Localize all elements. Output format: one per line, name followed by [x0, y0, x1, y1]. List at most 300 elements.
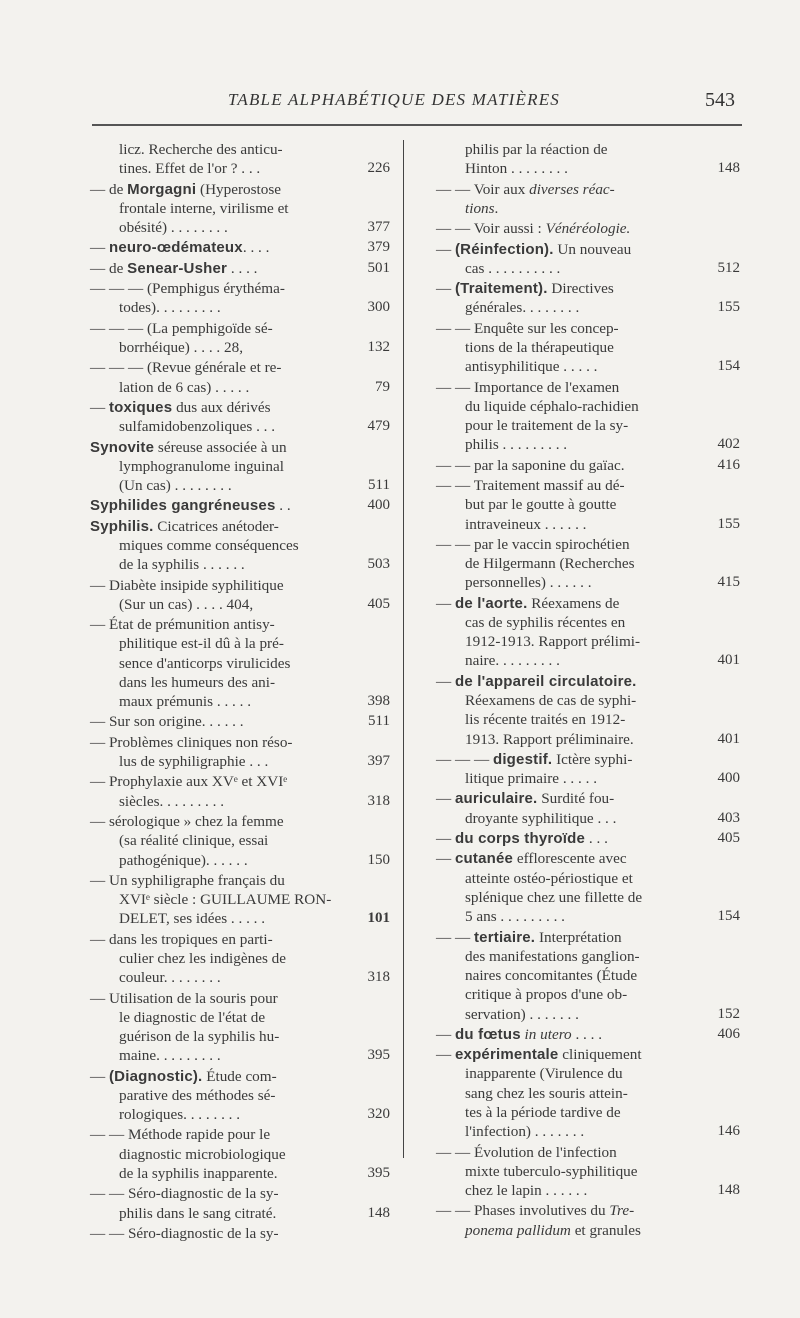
index-line-text: — — par la saponine du gaïac.	[436, 456, 625, 474]
index-line	[90, 1105, 390, 1124]
index-line-text: mixte tuberculo-syphilitique	[465, 1162, 638, 1180]
index-entry	[90, 140, 390, 179]
index-line	[436, 789, 740, 808]
index-entry	[90, 772, 390, 811]
index-line-text: philis . . . . . . . . .	[465, 436, 568, 454]
index-line-text: philis dans le sang citraté.	[119, 1204, 277, 1222]
index-line-text: critique à propos d'une ob-	[465, 986, 628, 1004]
index-line	[90, 159, 390, 178]
index-line-text: servation) . . . . . . .	[465, 1005, 579, 1023]
index-line	[436, 1005, 740, 1024]
index-line	[436, 240, 740, 259]
index-line	[436, 651, 740, 670]
index-line-text: — expérimentale cliniquement	[436, 1046, 642, 1064]
index-line	[90, 398, 390, 417]
index-line-text: — — Importance de l'examen	[436, 378, 620, 396]
index-line-text: — (Réinfection). Un nouveau	[436, 240, 632, 258]
index-line	[90, 595, 390, 614]
index-entry	[90, 1184, 390, 1223]
index-entry	[90, 358, 390, 397]
index-line	[436, 319, 740, 338]
index-line-text: — toxiques dus aux dérivés	[90, 398, 271, 416]
index-line	[90, 438, 390, 457]
index-entry	[436, 672, 740, 749]
index-line	[90, 733, 390, 752]
index-entry	[436, 849, 740, 926]
index-line-text: naire. . . . . . . . .	[465, 652, 560, 670]
index-line	[436, 966, 740, 985]
index-line-text: licz. Recherche des anticu-	[119, 141, 283, 158]
index-line	[436, 1045, 740, 1064]
index-line-text: — — Évolution de l'infection	[436, 1143, 617, 1161]
index-line-text: de la syphilis . . . . . .	[119, 556, 245, 574]
index-line-text: — de l'appareil circulatoire.	[436, 672, 637, 690]
index-line	[436, 476, 740, 495]
index-line-text: lation de 6 cas) . . . . .	[119, 378, 250, 396]
index-line-text: Syphilides gangréneuses . .	[90, 497, 291, 515]
index-line	[90, 1184, 390, 1203]
index-line	[90, 792, 390, 811]
index-line	[436, 180, 740, 199]
index-entry	[436, 456, 740, 475]
index-entry	[90, 1224, 390, 1243]
index-line	[90, 1067, 390, 1086]
index-line	[436, 357, 740, 376]
index-line	[90, 140, 390, 159]
index-line	[90, 1027, 390, 1046]
page-reference: 398	[367, 693, 390, 710]
index-line-text: obésité) . . . . . . . .	[119, 219, 228, 237]
index-line-text: — État de prémunition antisy-	[90, 616, 275, 634]
index-line-text: — Prophylaxie aux XVᵉ et XVIᵉ	[90, 773, 288, 791]
index-entry	[436, 1025, 740, 1044]
page-reference: 403	[717, 809, 740, 826]
index-line	[436, 298, 740, 317]
index-entry	[436, 219, 740, 238]
page-reference: 400	[367, 497, 390, 514]
page-reference: 101	[367, 910, 390, 927]
index-line-text: sulfamidobenzoliques . . .	[119, 418, 276, 436]
index-entry	[436, 279, 740, 318]
index-line-text: — Sur son origine. . . . . .	[90, 713, 244, 731]
index-entry	[90, 319, 390, 358]
index-line-text: tes à la période tardive de	[465, 1103, 621, 1121]
index-line-text: — (Diagnostic). Étude com-	[90, 1067, 277, 1085]
index-line-text: rologiques. . . . . . . .	[119, 1106, 241, 1124]
page-reference: 154	[717, 358, 740, 375]
index-line-text: cas de syphilis récentes en	[465, 613, 626, 631]
index-line-text: 5 ans . . . . . . . . .	[465, 908, 565, 926]
index-line-text: inapparente (Virulence du	[465, 1065, 623, 1083]
index-line-text: Réexamens de cas de syphi-	[465, 692, 637, 710]
index-line	[90, 654, 390, 673]
index-line	[90, 1224, 390, 1243]
index-line	[90, 634, 390, 653]
index-line-text: couleur. . . . . . . .	[119, 969, 221, 987]
index-line-text: — Diabète insipide syphilitique	[90, 576, 284, 594]
index-line	[90, 1008, 390, 1027]
index-line-text: (sa réalité clinique, essai	[119, 832, 269, 850]
index-line	[436, 849, 740, 868]
index-line-text: Hinton . . . . . . . .	[465, 160, 568, 178]
index-column-left	[90, 140, 390, 1244]
index-entry	[436, 1045, 740, 1141]
page-reference: 377	[367, 219, 390, 236]
index-line	[436, 691, 740, 710]
page-reference: 479	[367, 418, 390, 435]
index-line-text: de Hilgermann (Recherches	[465, 555, 635, 573]
index-line-text: diagnostic microbiologique	[119, 1145, 286, 1163]
index-line-text: philitique est-il dû à la pré-	[119, 635, 284, 653]
index-entry	[90, 1125, 390, 1183]
index-entry	[436, 928, 740, 1024]
index-line-text: dans les humeurs des ani-	[119, 673, 276, 691]
index-line	[90, 338, 390, 357]
index-line-text: pour le traitement de la sy-	[465, 417, 629, 435]
index-entry	[436, 140, 740, 179]
index-line-text: — (Traitement). Directives	[436, 280, 614, 298]
index-line	[436, 594, 740, 613]
index-entry	[436, 378, 740, 455]
index-line-text: de la syphilis inapparente.	[119, 1164, 278, 1182]
index-line-text: — — — (La pemphigoïde sé-	[90, 319, 273, 337]
index-line	[436, 1064, 740, 1083]
index-line	[90, 890, 390, 909]
index-line-text: — — Séro-diagnostic de la sy-	[90, 1185, 279, 1203]
index-line	[90, 949, 390, 968]
index-line-text: — du corps thyroïde . . .	[436, 830, 608, 848]
index-entry	[90, 259, 390, 278]
page-reference: 406	[717, 1025, 740, 1042]
index-line-text: 1913. Rapport préliminaire.	[465, 730, 634, 748]
page-reference: 148	[367, 1204, 390, 1221]
index-line	[90, 812, 390, 831]
index-line-text: personnelles) . . . . . .	[465, 574, 592, 592]
index-line-text: — Problèmes cliniques non réso-	[90, 733, 293, 751]
index-line	[436, 1084, 740, 1103]
index-entry	[436, 535, 740, 593]
index-line-text: splénique chez une fillette de	[465, 888, 643, 906]
index-line-text: — — Voir aussi : Vénéréologie.	[436, 220, 631, 238]
page-reference: 416	[717, 456, 740, 473]
index-line-text: lus de syphiligraphie . . .	[119, 753, 269, 771]
index-line	[436, 1221, 740, 1240]
index-line	[90, 457, 390, 476]
index-line	[436, 730, 740, 749]
index-line-text: — de Senear-Usher . . . .	[90, 259, 258, 277]
index-line-text: XVIᵉ siècle : GUILLAUME RON-	[119, 891, 332, 909]
index-line-text: maine. . . . . . . . .	[119, 1047, 221, 1065]
index-line	[436, 495, 740, 514]
index-line	[90, 218, 390, 237]
index-line	[436, 159, 740, 178]
index-line	[436, 456, 740, 475]
index-entry	[90, 180, 390, 238]
index-line-text: — sérologique » chez la femme	[90, 813, 284, 830]
index-line-text: — de Morgagni (Hyperostose	[90, 180, 281, 198]
header-rule	[92, 124, 742, 126]
index-line	[436, 378, 740, 397]
index-line-text: (Sur un cas) . . . . 404,	[119, 595, 254, 613]
index-line	[436, 809, 740, 828]
page-reference: 395	[367, 1164, 390, 1181]
index-line	[90, 851, 390, 870]
page-reference: 400	[717, 770, 740, 787]
index-line-text: — — — (Pemphigus érythéma-	[90, 280, 285, 298]
index-line-text: lymphogranulome inguinal	[119, 457, 284, 475]
index-line	[436, 259, 740, 278]
index-line-text: borrhéique) . . . . 28,	[119, 338, 243, 356]
index-line	[436, 1181, 740, 1200]
index-line-text: — cutanée efflorescente avec	[436, 850, 627, 868]
page-reference: 511	[368, 477, 390, 493]
page-reference: 379	[367, 239, 390, 256]
index-line	[90, 968, 390, 987]
index-line-text: — — tertiaire. Interprétation	[436, 928, 622, 946]
index-entry	[90, 496, 390, 515]
page-reference: 511	[368, 713, 390, 730]
index-entry	[90, 517, 390, 575]
index-line	[436, 1122, 740, 1141]
index-line	[90, 930, 390, 949]
index-line	[436, 338, 740, 357]
index-line	[436, 1103, 740, 1122]
index-line-text: ponema pallidum et granules	[465, 1221, 641, 1239]
index-line-text: siècles. . . . . . . . .	[119, 792, 225, 810]
index-line	[436, 632, 740, 651]
index-line	[90, 772, 390, 791]
index-line	[436, 928, 740, 947]
index-line-text: 1912-1913. Rapport prélimi-	[465, 633, 641, 651]
page-reference: 405	[717, 830, 740, 847]
page-reference: 146	[717, 1123, 740, 1140]
page-reference: 395	[367, 1047, 390, 1064]
page-reference: 402	[717, 436, 740, 453]
index-line-text: droyante syphilitique . . .	[465, 809, 617, 827]
page-reference: 405	[367, 595, 390, 612]
index-entry	[90, 398, 390, 437]
index-line-text: — neuro-œdémateux. . . .	[90, 239, 270, 257]
index-line-text: — — par le vaccin spirochétien	[436, 535, 630, 553]
index-line	[436, 947, 740, 966]
index-line-text: sang chez les souris attein-	[465, 1084, 628, 1102]
index-line	[436, 829, 740, 848]
index-line	[436, 1143, 740, 1162]
index-entry	[436, 594, 740, 671]
index-line-text: DELET, ses idées . . . . .	[119, 910, 266, 928]
index-line	[90, 1086, 390, 1105]
page-number: 543	[705, 89, 735, 111]
index-entry	[90, 576, 390, 615]
page-reference: 300	[367, 299, 390, 316]
index-line-text: frontale interne, virilisme et	[119, 199, 289, 217]
index-line	[90, 989, 390, 1008]
index-line-text: litique primaire . . . . .	[465, 770, 598, 788]
index-line	[436, 888, 740, 907]
index-entry	[436, 180, 740, 219]
index-line	[436, 140, 740, 159]
index-line-text: parative des méthodes sé-	[119, 1086, 276, 1104]
index-entry	[90, 871, 390, 929]
index-line-text: miques comme conséquences	[119, 536, 299, 554]
index-line-text: — du fœtus in utero . . . .	[436, 1025, 603, 1043]
index-line-text: — — Traitement massif au dé-	[436, 477, 625, 494]
index-line	[436, 279, 740, 298]
index-line	[90, 517, 390, 536]
index-line	[436, 672, 740, 691]
column-divider	[403, 140, 404, 1158]
index-line-text: naires concomitantes (Étude	[465, 967, 638, 984]
index-line-text: — — Séro-diagnostic de la sy-	[90, 1224, 279, 1242]
index-entry	[436, 1201, 740, 1240]
index-line-text: — Utilisation de la souris pour	[90, 989, 278, 1007]
index-line-text: lis récente traités en 1912-	[465, 711, 626, 729]
index-entry	[436, 319, 740, 377]
index-line	[90, 298, 390, 317]
page-reference: 512	[717, 259, 740, 276]
index-line	[90, 378, 390, 397]
page-reference: 150	[367, 851, 390, 868]
index-line	[90, 476, 390, 495]
page-reference: 415	[717, 574, 740, 591]
index-entry	[90, 615, 390, 711]
index-line	[90, 1125, 390, 1144]
index-line-text: pathogénique). . . . . .	[119, 851, 248, 869]
index-line	[90, 752, 390, 771]
index-line	[436, 397, 740, 416]
index-line	[90, 555, 390, 574]
index-line	[90, 259, 390, 278]
index-line	[90, 615, 390, 634]
index-line	[90, 319, 390, 338]
index-line	[90, 909, 390, 928]
index-entry	[90, 930, 390, 988]
index-line	[90, 1145, 390, 1164]
page-reference: 226	[367, 160, 390, 177]
index-line-text: chez le lapin . . . . . .	[465, 1182, 588, 1200]
page-reference: 501	[367, 259, 390, 276]
index-line-text: — — Phases involutives du Tre-	[436, 1202, 635, 1220]
index-line	[90, 576, 390, 595]
index-line	[436, 869, 740, 888]
index-line	[436, 769, 740, 788]
index-line	[436, 1201, 740, 1220]
index-line	[90, 831, 390, 850]
index-line-text: (Un cas) . . . . . . . .	[119, 477, 232, 494]
page-reference: 152	[717, 1005, 740, 1022]
index-line-text: — de l'aorte. Réexamens de	[436, 594, 620, 612]
index-entry	[90, 1067, 390, 1125]
page-reference: 148	[717, 1182, 740, 1199]
page-reference: 148	[717, 160, 740, 177]
index-line	[90, 496, 390, 515]
index-entry	[436, 476, 740, 534]
index-line-text: but par le goutte à goutte	[465, 496, 617, 514]
index-line-text: — — — digestif. Ictère syphi-	[436, 750, 633, 768]
index-entry	[90, 279, 390, 318]
index-line	[436, 613, 740, 632]
index-line	[436, 535, 740, 554]
index-line-text: sence d'anticorps virulicides	[119, 654, 291, 672]
index-line	[90, 1046, 390, 1065]
index-line-text: culier chez les indigènes de	[119, 949, 286, 967]
index-line	[436, 985, 740, 1004]
index-entry	[90, 812, 390, 870]
index-line	[436, 573, 740, 592]
index-line	[436, 416, 740, 435]
index-line-text: Synovite séreuse associée à un	[90, 438, 287, 456]
index-entry	[90, 733, 390, 772]
index-line-text: cas . . . . . . . . . .	[465, 259, 561, 277]
index-line-text: le diagnostic de l'état de	[119, 1008, 266, 1026]
index-line	[436, 1162, 740, 1181]
index-entry	[90, 438, 390, 496]
index-line	[436, 515, 740, 534]
page-reference: 318	[367, 792, 390, 809]
index-entry	[436, 829, 740, 848]
index-line-text: — — — (Revue générale et re-	[90, 359, 282, 377]
index-line	[436, 219, 740, 238]
index-line	[90, 417, 390, 436]
index-line	[90, 1204, 390, 1223]
index-line-text: des manifestations ganglion-	[465, 947, 640, 965]
index-entry	[436, 750, 740, 789]
index-line-text: générales. . . . . . . .	[465, 299, 580, 317]
page-reference: 132	[367, 338, 390, 355]
running-header-title: TABLE ALPHABÉTIQUE DES MATIÈRES	[228, 90, 560, 109]
index-line-text: — dans les tropiques en parti-	[90, 930, 273, 948]
index-line	[90, 358, 390, 377]
index-entry	[90, 238, 390, 257]
index-line-text: — — Enquête sur les concep-	[436, 319, 619, 337]
page-reference: 154	[717, 908, 740, 925]
page-reference: 397	[367, 753, 390, 770]
index-line	[436, 199, 740, 218]
index-line	[90, 199, 390, 218]
index-entry	[90, 712, 390, 731]
index-line-text: — — Voir aux diverses réac-	[436, 180, 615, 198]
index-line	[90, 871, 390, 890]
page-reference: 79	[375, 378, 390, 395]
page-reference: 155	[717, 515, 740, 532]
index-line	[436, 907, 740, 926]
index-entry	[436, 1143, 740, 1201]
index-line-text: — Un syphiligraphe français du	[90, 871, 285, 889]
page-reference: 401	[717, 730, 740, 747]
index-line	[90, 536, 390, 555]
index-line	[436, 435, 740, 454]
index-line	[90, 673, 390, 692]
page-reference: 503	[367, 556, 390, 573]
index-line	[90, 180, 390, 199]
index-entry	[436, 240, 740, 279]
index-line	[436, 554, 740, 573]
index-line-text: philis par la réaction de	[465, 141, 608, 158]
page-reference: 320	[367, 1106, 390, 1123]
index-line-text: du liquide céphalo-rachidien	[465, 397, 639, 415]
index-line	[90, 279, 390, 298]
index-line	[90, 238, 390, 257]
index-line-text: maux prémunis . . . . .	[119, 693, 252, 711]
index-line	[90, 692, 390, 711]
index-line	[90, 1164, 390, 1183]
index-entry	[90, 989, 390, 1066]
index-line-text: — — Méthode rapide pour le	[90, 1126, 271, 1144]
index-line-text: tions.	[465, 199, 499, 217]
index-line-text: l'infection) . . . . . . .	[465, 1123, 585, 1141]
index-line-text: guérison de la syphilis hu-	[119, 1028, 280, 1046]
page-reference: 318	[367, 969, 390, 986]
